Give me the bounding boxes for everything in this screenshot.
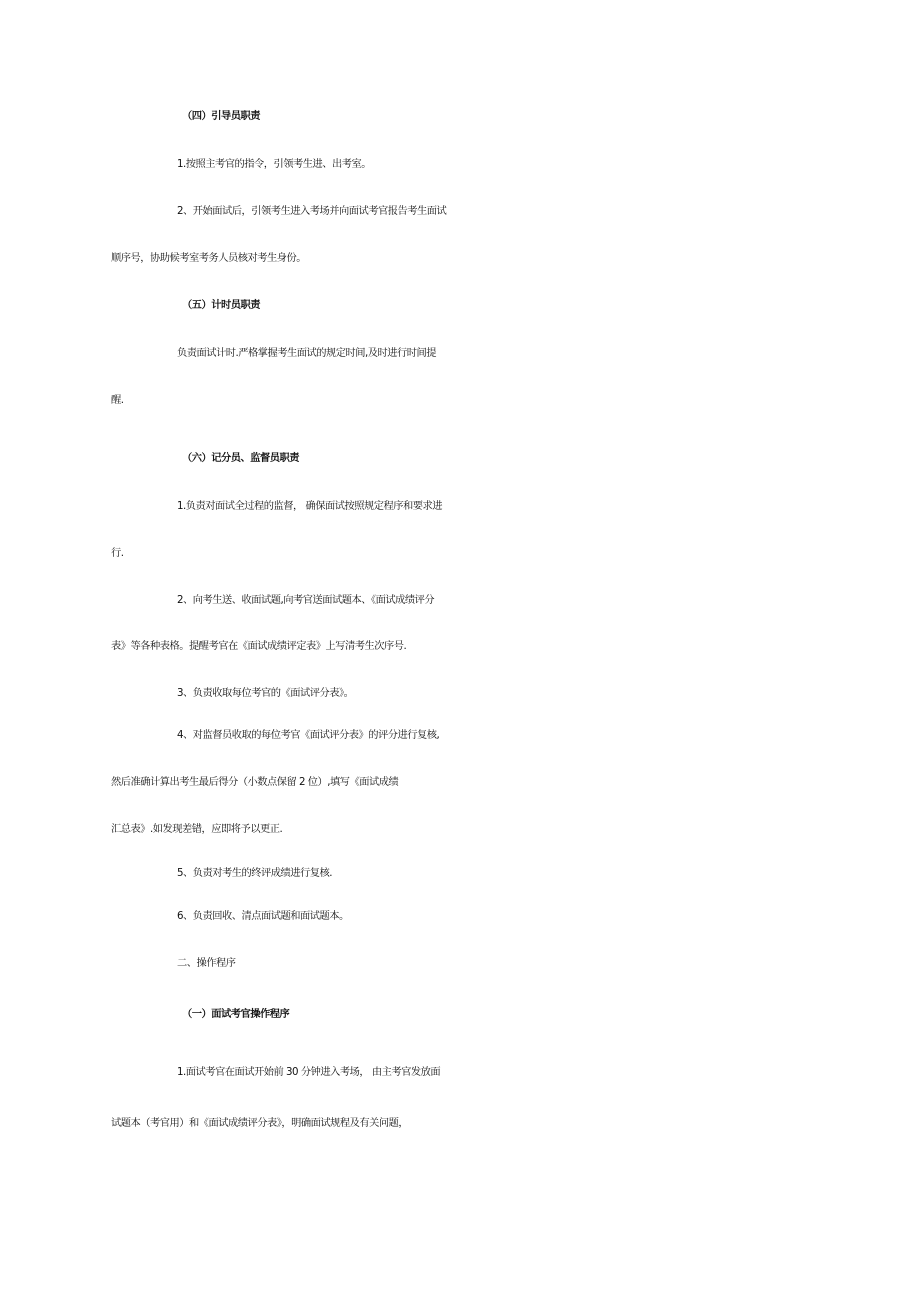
part-two-item-1-line-1: 1.面试考官在面试开始前 30 分钟进入考场， 由主考官发放面	[177, 1066, 441, 1078]
section-five-para-line-1: 负责面试计时.严格掌握考生面试的规定时间,及时进行时间提	[177, 347, 437, 359]
section-six-item-1-line-1: 1.负责对面试全过程的监督， 确保面试按照规定程序和要求进	[177, 500, 443, 512]
part-two-sub-one-heading: （一）面试考官操作程序	[182, 1008, 290, 1020]
section-six-item-3: 3、负责收取每位考官的《面试评分表》。	[177, 687, 354, 699]
section-six-heading: （六）记分员、监督员职责	[182, 452, 300, 464]
section-six-item-5: 5、负责对考生的终评成绩进行复核.	[177, 867, 333, 879]
section-four-heading: （四）引导员职责	[182, 110, 261, 122]
section-five-para-line-2: 醒.	[111, 394, 124, 406]
section-six-item-2-line-1: 2、向考生送、收面试题,向考官送面试题本、《面试成绩评分	[177, 594, 435, 606]
part-two-item-1-line-2: 试题本（考官用）和《面试成绩评分表》，明确面试规程及有关问题，	[111, 1117, 409, 1129]
section-four-item-2-line-1: 2、开始面试后，引领考生进入考场并向面试考官报告考生面试	[177, 205, 447, 217]
section-four-item-2-line-2: 顺序号，协助候考室考务人员核对考生身份。	[111, 252, 307, 264]
section-five-heading: （五）计时员职责	[182, 299, 261, 311]
part-two-heading: 二、操作程序	[177, 957, 236, 969]
section-six-item-4-line-2: 然后准确计算出考生最后得分（小数点保留 2 位）,填写《面试成绩	[111, 776, 399, 788]
section-six-item-1-line-2: 行.	[111, 547, 124, 559]
section-six-item-6: 6、负责回收、清点面试题和面试题本。	[177, 910, 349, 922]
section-six-item-2-line-2: 表》等各种表格。提醒考官在《面试成绩评定表》上写清考生次序号.	[111, 640, 407, 652]
section-four-item-1: 1.按照主考官的指令，引领考生进、出考室。	[177, 158, 372, 170]
section-six-item-4-line-1: 4、对监督员收取的每位考官《面试评分表》的评分进行复核,	[177, 729, 440, 741]
section-six-item-4-line-3: 汇总表》.如发现差错，应即将予以更正.	[111, 823, 283, 835]
